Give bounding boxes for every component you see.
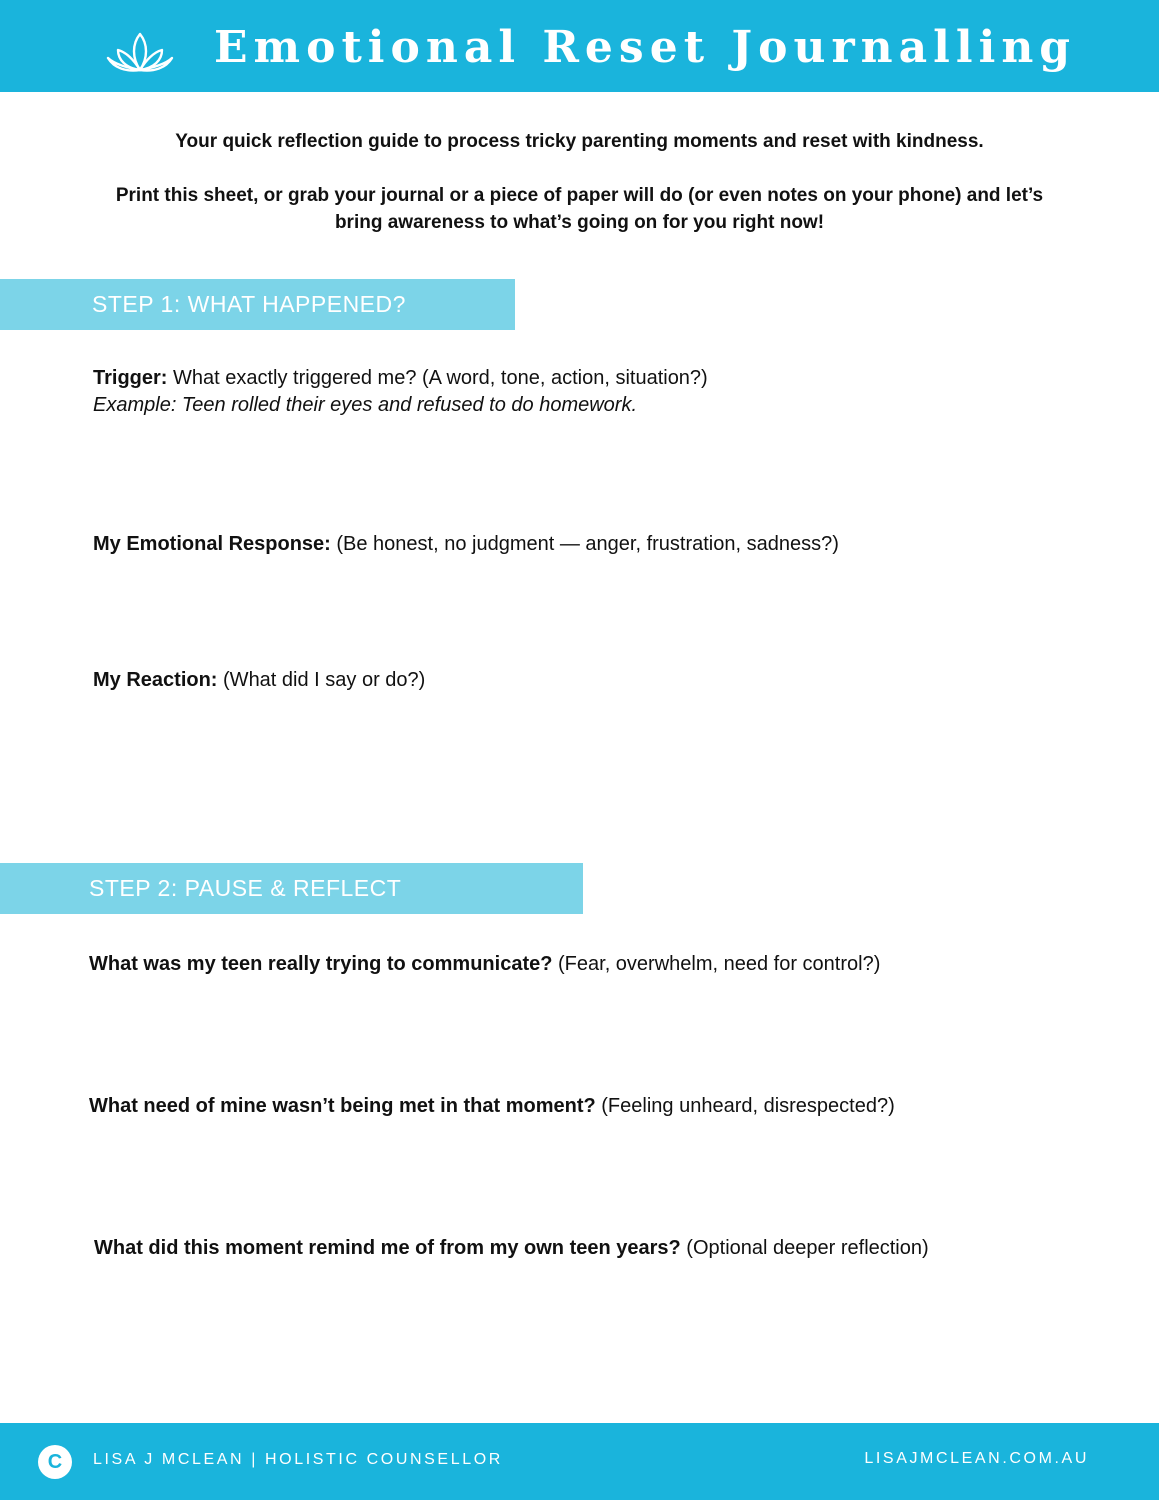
lotus-icon: [104, 30, 176, 74]
prompt-teen-communicate-text: (Fear, overwhelm, need for control?): [552, 953, 881, 975]
page-title: Emotional Reset Journalling: [214, 22, 1077, 73]
prompt-reaction-text: (What did I say or do?): [217, 669, 426, 691]
prompt-teen-communicate-bold: What was my teen really trying to communicate?: [89, 953, 553, 975]
prompt-unmet-need: [89, 1093, 895, 1120]
step-2-label: STEP 2: PAUSE & REFLECT: [89, 875, 402, 901]
prompt-trigger: [93, 365, 708, 419]
intro-line-1: Your quick reflection guide to process tricky parenting moments and reset with kindness.: [175, 131, 984, 152]
intro-line-2b: bring awareness to what’s going on for you right now!: [334, 212, 825, 233]
page-header: [0, 0, 1159, 92]
footer-brand-text: LISA J MCLEAN | HOLISTIC COUNSELLOR: [93, 1451, 503, 1468]
prompt-emotional-response: [93, 531, 839, 558]
step-1-label: STEP 1: WHAT HAPPENED?: [92, 291, 406, 317]
prompt-unmet-need-bold: What need of mine wasn’t being met in that moment?: [89, 1095, 596, 1117]
page-footer: [0, 1423, 1159, 1500]
prompt-trigger-bold: Trigger:: [93, 367, 168, 389]
prompt-teen-years-text: (Optional deeper reflection): [680, 1237, 929, 1259]
intro-line-2a: Print this sheet, or grab your journal or a piece of paper will do (or even notes on your phone) and let’s: [115, 185, 1044, 206]
prompt-reaction: [93, 667, 425, 694]
prompt-teen-years: [94, 1235, 929, 1262]
prompt-emotional-response-text: (Be honest, no judgment — anger, frustration, sadness?): [330, 533, 839, 555]
prompt-emotional-response-bold: My Emotional Response:: [93, 533, 331, 555]
step-1-banner: [0, 279, 515, 330]
intro-line-2: [60, 182, 1099, 236]
prompt-unmet-need-text: (Feeling unheard, disrespected?): [595, 1095, 895, 1117]
prompt-trigger-text: What exactly triggered me? (A word, tone, action, situation?): [167, 367, 708, 389]
prompt-trigger-example: Example: Teen rolled their eyes and refused to do homework.: [93, 394, 638, 416]
footer-website-link[interactable]: LISAJMCLEAN.COM.AU: [864, 1450, 1089, 1467]
prompt-reaction-bold: My Reaction:: [93, 669, 218, 691]
prompt-teen-years-bold: What did this moment remind me of from my own teen years?: [94, 1237, 681, 1259]
prompt-teen-communicate: [89, 951, 880, 978]
step-2-banner: [0, 863, 583, 914]
brand-logo-icon: C: [38, 1445, 72, 1479]
